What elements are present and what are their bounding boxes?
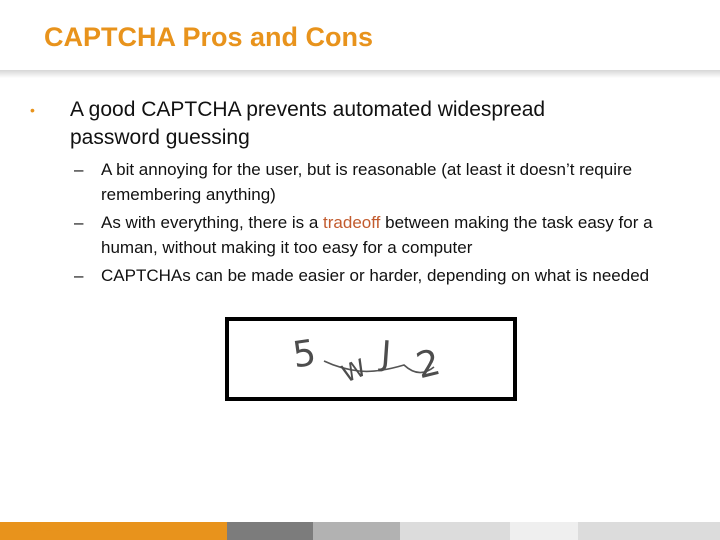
footer-brand: aladdin.com	[30, 523, 128, 534]
sub-bullet-item	[74, 157, 694, 207]
sub-bullet-text-start: As with everything, there is a	[101, 213, 324, 232]
title-divider	[0, 70, 720, 78]
sub-bullet-text: A bit annoying for the user, but is reasonable (at least it doesn’t require remembering anything)	[101, 160, 633, 204]
captcha-char-2: W	[337, 353, 371, 389]
captcha-char-3: J	[379, 333, 393, 375]
footer-segment	[578, 522, 720, 540]
dash-marker: –	[74, 213, 84, 232]
captcha-char-1: 5	[290, 332, 319, 377]
bullet-item	[28, 96, 668, 152]
sub-bullet-list	[74, 157, 694, 291]
footer-segment	[510, 522, 578, 540]
slide-title: CAPTCHA Pros and Cons	[44, 22, 374, 52]
sub-bullet-text: CAPTCHAs can be made easier or harder, depending on what is needed	[101, 266, 650, 285]
captcha-noise-line	[229, 321, 513, 397]
captcha-image	[225, 317, 517, 401]
captcha-char-4: 2	[412, 341, 445, 388]
footer-segment	[313, 522, 400, 540]
sub-bullet-text-end: between making the task easy for a human, without making it too easy for a computer	[101, 213, 653, 257]
bullet-text: A good CAPTCHA prevents automated widespread password guessing	[70, 98, 546, 149]
dash-marker: –	[74, 266, 84, 285]
dash-marker: –	[74, 160, 84, 179]
sub-bullet-item	[74, 263, 694, 288]
sub-bullet-item	[74, 210, 694, 260]
bullet-marker: •	[30, 102, 35, 118]
sub-bullet-text	[101, 210, 694, 260]
footer-segment	[400, 522, 510, 540]
footer-segment	[227, 522, 313, 540]
highlighted-word: tradeoff	[323, 213, 381, 232]
